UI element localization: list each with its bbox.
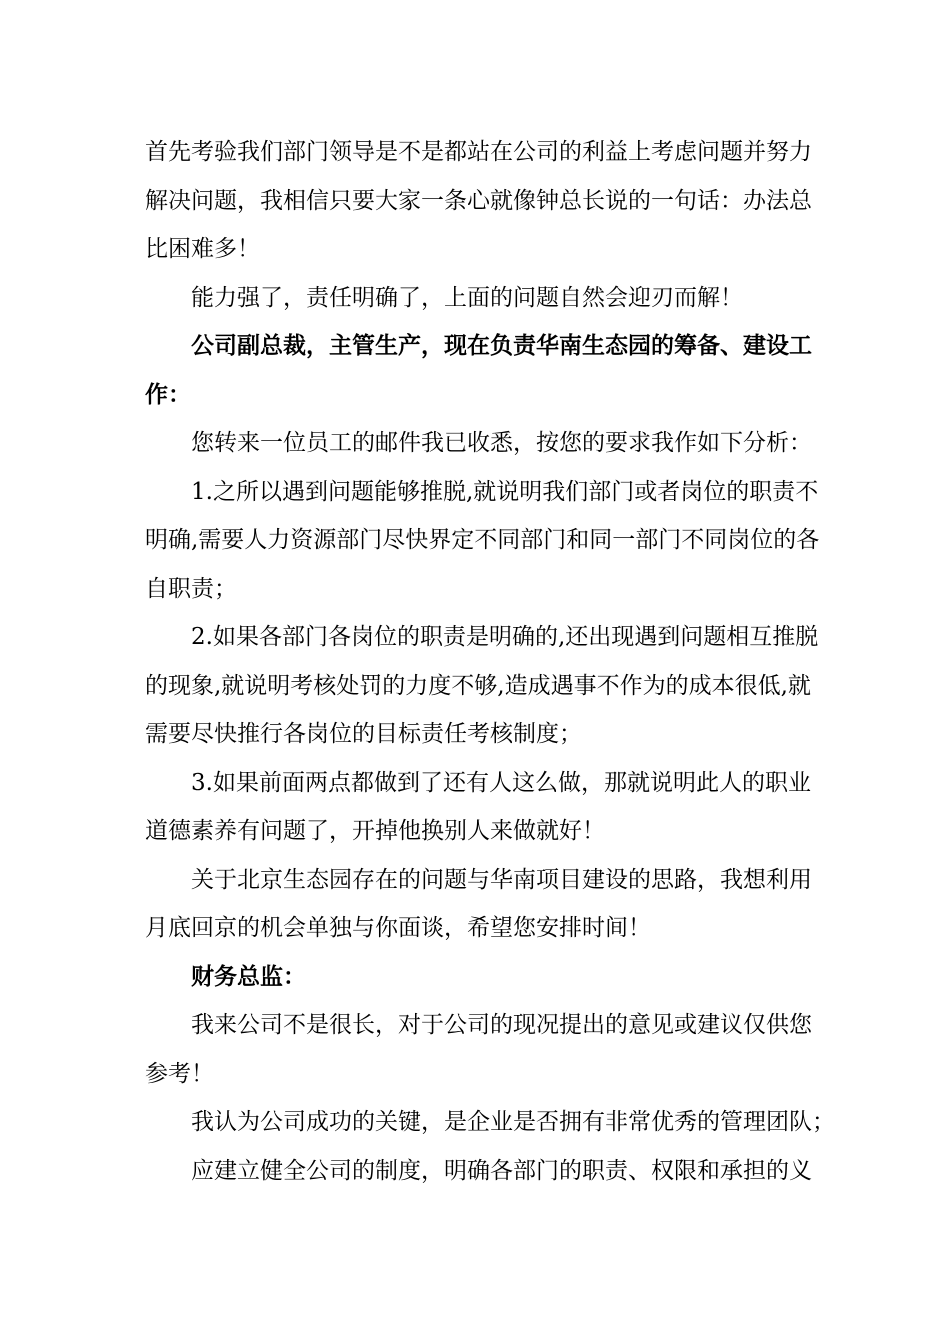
paragraph-line: 我认为公司成功的关键，是企业是否拥有非常优秀的管理团队；	[191, 1109, 835, 1135]
list-item-line: 3.如果前面两点都做到了还有人这么做，那就说明此人的职业	[191, 769, 811, 796]
paragraph-line: 您转来一位员工的邮件我已收悉，按您的要求我作如下分析：	[191, 430, 812, 456]
paragraph-line: 参考！	[145, 1060, 214, 1087]
list-item-line: 2.如果各部门各岗位的职责是明确的,还出现遇到问题相互推脱	[191, 624, 819, 650]
paragraph-line: 我来公司不是很长，对于公司的现况提出的意见或建议仅供您	[191, 1012, 812, 1038]
paragraph-line: 比困难多！	[145, 236, 260, 262]
section-heading-continued: 作：	[145, 381, 191, 408]
paragraph-line: 关于北京生态园存在的问题与华南项目建设的思路，我想利用	[191, 866, 812, 893]
list-item-line: 自职责；	[145, 575, 237, 602]
list-item-line: 的现象,就说明考核处罚的力度不够,造成遇事不作为的成本很低,就	[145, 672, 811, 699]
document-body	[145, 128, 835, 1195]
paragraph-line: 能力强了，责任明确了，上面的问题自然会迎刃而解！	[191, 284, 743, 311]
paragraph-line: 月底回京的机会单独与你面谈，希望您安排时间！	[145, 915, 651, 941]
section-heading: 公司副总裁，主管生产，现在负责华南生态园的筹备、建设工	[191, 333, 812, 359]
list-item-line: 需要尽快推行各岗位的目标责任考核制度；	[145, 721, 582, 747]
paragraph-line: 应建立健全公司的制度，明确各部门的职责、权限和承担的义	[191, 1157, 812, 1184]
list-item-line: 明确,需要人力资源部门尽快界定不同部门和同一部门不同岗位的各	[145, 527, 820, 553]
list-item-line: 道德素养有问题了，开掉他换别人来做就好！	[145, 818, 605, 844]
list-item-line: 1.之所以遇到问题能够推脱,就说明我们部门或者岗位的职责不	[191, 478, 819, 505]
paragraph-line: 首先考验我们部门领导是不是都站在公司的利益上考虑问题并努力	[145, 139, 812, 165]
section-heading: 财务总监：	[191, 963, 306, 990]
paragraph-line: 解决问题，我相信只要大家一条心就像钟总长说的一句话：办法总	[145, 187, 812, 214]
